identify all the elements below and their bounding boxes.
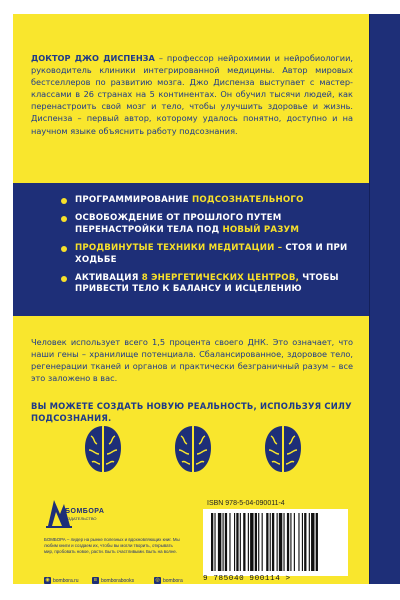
author-name: ДОКТОР ДЖО ДИСПЕНЗА [31,53,155,63]
barcode-bar [283,513,284,571]
author-bio: – профессор нейрохимии и нейробиологии, руководитель клиники интегрированной медицины. Автор мировых бестселлеров по развитию мозга. Джо Диспенза выступает с мастер-классами в 26 странах на 5 континентах. Он обучил тысячи людей, как перенастроить свой мозг и тело, чтобы улучшить здоровье и жизнь. Диспенза – первый автор, которому удалось понятно, доступно и на научном языке объяснить работу подсознания. [31,53,353,136]
barcode-bar [294,513,295,571]
barcode-bar [311,513,314,571]
social-link-web[interactable]: ◉ bombora.ru [45,577,79,584]
barcode-bar [250,513,253,571]
barcode-bar [211,513,213,571]
book-spine [370,14,400,584]
barcode-bar [214,513,215,571]
web-icon: ◉ [45,577,50,583]
barcode-bar [223,513,224,571]
barcode-bar [229,513,230,571]
publisher-name: БОМБОРА [65,508,105,515]
author-paragraph [31,52,353,137]
gene-paragraph: Человек использует всего 1,5 процента своего ДНК. Это означает, что наши гены – хранилище потенциала. Сбалансированное, здоровое тело, регенерации тканей и органов и практически безграничный разум – все это заложено в вас. [31,337,353,384]
barcode-bar [258,513,259,571]
features-list [61,195,361,303]
barcode-bar [277,513,278,571]
publisher-description: БОМБОРА – лидер на рынке полезных и вдохновляющих книг. Мы любим книги и создаем их, чтобы вы могли творить, открывать мир, пробовать новое, расти. Быть счастливыми. Быть на волне. [44,537,180,554]
barcode-bar [290,513,291,571]
barcode-bar [255,513,257,571]
barcode-bar [287,513,289,571]
barcode-bar [225,513,227,571]
feature-item: ПРОГРАММИРОВАНИЕ ПОДСОЗНАТЕЛЬНОГО [61,195,361,206]
barcode-bar [279,513,282,571]
feature-item: ОСВОБОЖДЕНИЕ ОТ ПРОШЛОГО ПУТЕМ ПЕРЕНАСТРОЙКИ ТЕЛА ПОД НОВЫЙ РАЗУМ [61,213,361,236]
brain-icon [171,422,215,478]
feature-item: ПРОДВИНУТЫЕ ТЕХНИКИ МЕДИТАЦИИ – СТОЯ И ПРИ ХОДЬБЕ [61,243,361,266]
barcode-bar [302,513,303,571]
barcode-bar [262,513,263,571]
vk-icon: в [92,577,99,584]
barcode-bar [309,513,310,571]
brain-icon [261,422,305,478]
social-link-instagram[interactable]: ◎ bombora [155,577,183,584]
bullet-dot-icon [61,276,67,282]
bullet-dot-icon [61,198,67,204]
barcode-bar [266,513,268,571]
barcode-bar [243,513,245,571]
bullet-dot-icon [61,216,67,222]
barcode-bar [248,513,249,571]
instagram-icon: ◎ [155,577,160,583]
social-link-vk[interactable]: в bomborabooks [92,577,134,584]
feature-item: АКТИВАЦИЯ 8 ЭНЕРГЕТИЧЕСКИХ ЦЕНТРОВ, ЧТОБЫ ПРИВЕСТИ ТЕЛО К БАЛАНСУ И ИСЦЕЛЕНИЮ [61,273,361,296]
barcode-icon [203,509,348,576]
publisher-subtitle: ИЗДАТЕЛЬСТВО [65,516,97,521]
barcode-bar [316,513,318,571]
brain-icon [81,422,125,478]
barcode-bar [240,513,241,571]
barcode-bar [236,513,238,571]
barcode-bar [304,513,306,571]
barcode-bar [218,513,221,571]
isbn-label: ISBN 978-5-04-090011-4 [207,500,285,507]
barcode-digits: 9 785040 900114 > [203,575,291,583]
barcode-bar [234,513,235,571]
barcode-bar [272,513,274,571]
barcode-bar [298,513,299,571]
cover-page [13,14,369,584]
barcode-bar [270,513,271,571]
brain-illustrations [13,422,369,482]
call-to-action: ВЫ МОЖЕТЕ СОЗДАТЬ НОВУЮ РЕАЛЬНОСТЬ, ИСПОЛЬЗУЯ СИЛУ ПОДСОЗНАНИЯ. [31,401,352,423]
bullet-dot-icon [61,246,67,252]
